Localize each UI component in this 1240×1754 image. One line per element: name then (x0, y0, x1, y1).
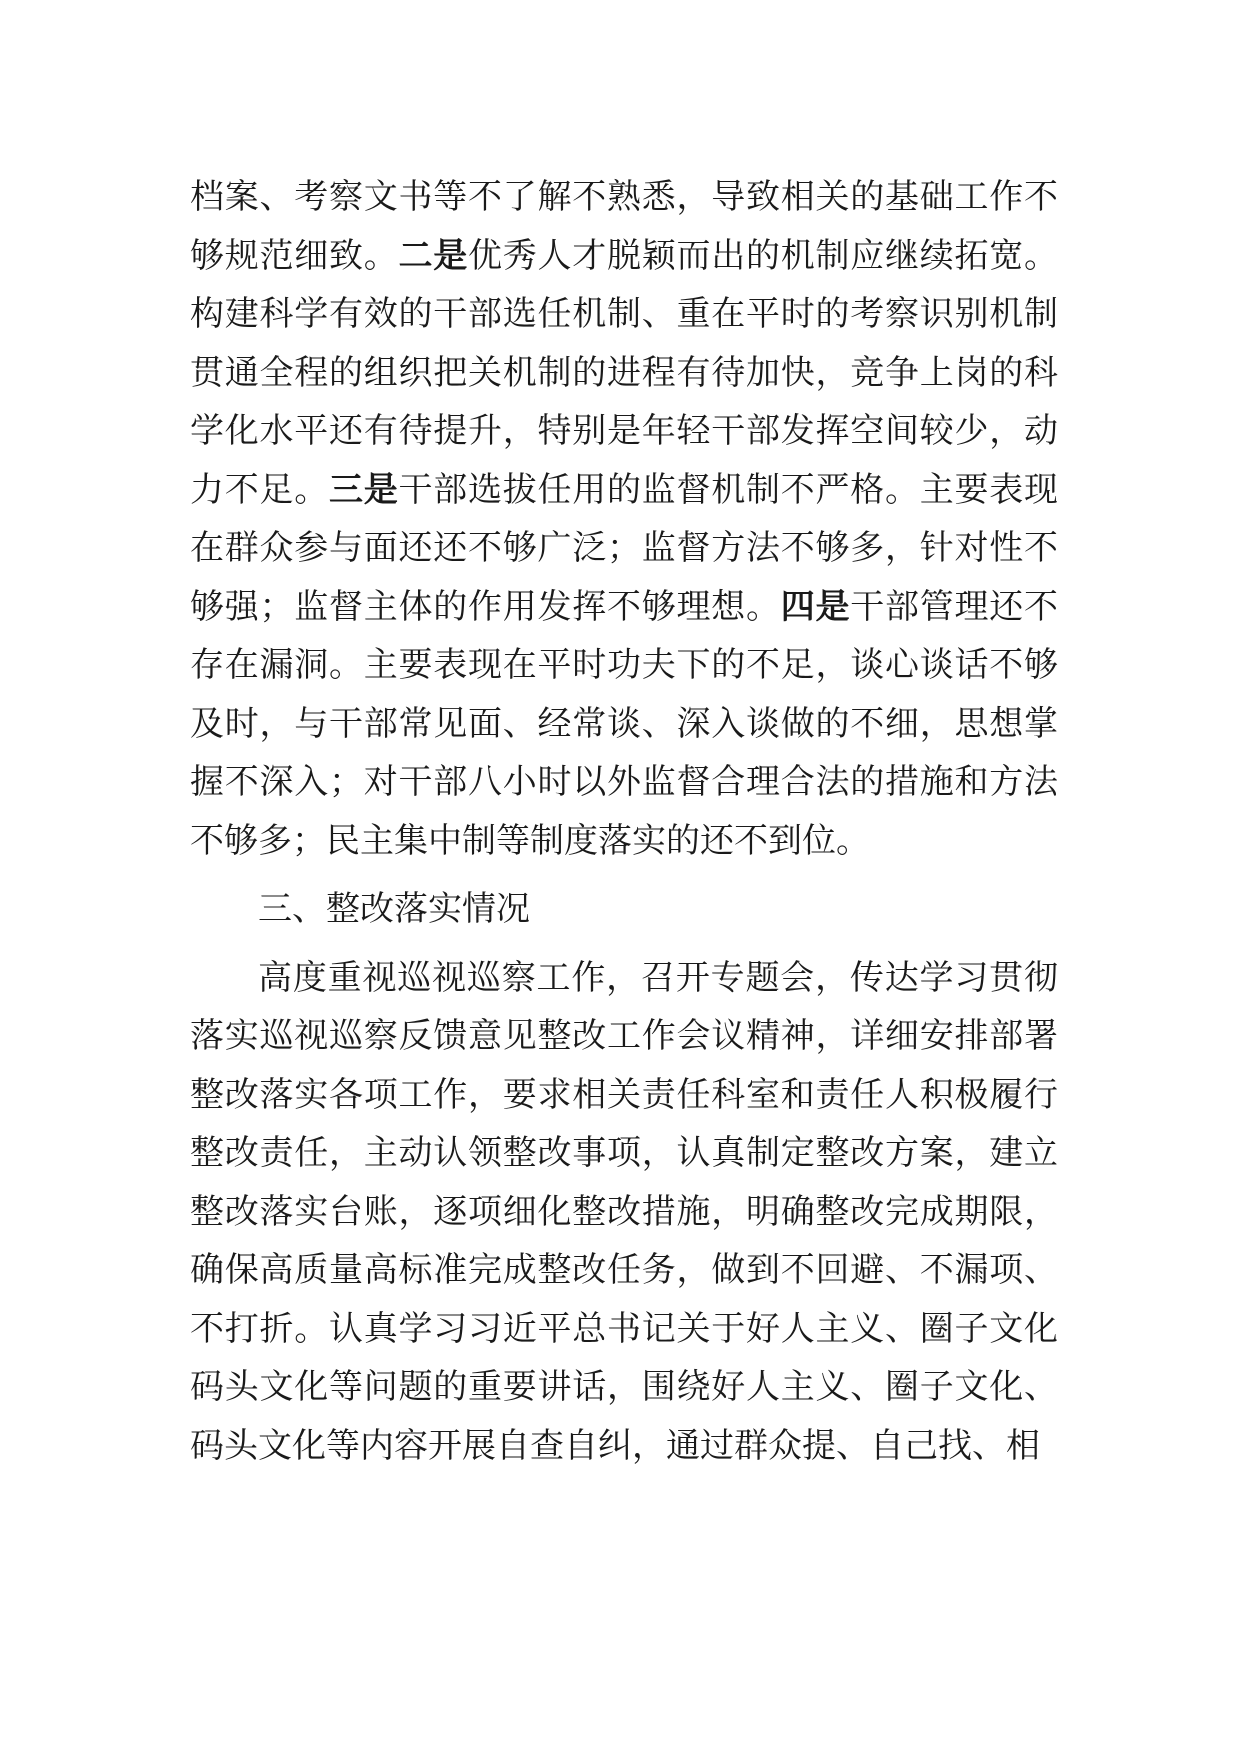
paragraph-rectification: 高度重视巡视巡察工作，召开专题会，传达学习贯彻落实巡视巡察反馈意见整改工作会议精神，详细安排部署整改落实各项工作，要求相关责任科室和责任人积极履行整改责任，主动认领整改事项，认真制定整改方案，建立整改落实台账，逐项细化整改措施，明确整改完成期限，确保高质量高标准完成整改任务，做到不回避、不漏项、不打折。认真学习习近平总书记关于好人主义、圈子文化码头文化等问题的重要讲话，围绕好人主义、圈子文化、码头文化等内容开展自查自纠，通过群众提、自己找、相 (190, 957, 1058, 1466)
paragraph-text: 优秀人才脱颖而出的机制应继续拓宽。构建科学有效的干部选任机制、重在平时的考察识别机制贯通全程的组织把关机制的进程有待加快，竞争上岗的科学化水平还有待提升，特别是年轻干部发挥空间较少，动力不足。 (190, 235, 1058, 510)
document-page (190, 168, 1058, 1475)
point-marker-three: 三是 (329, 469, 399, 510)
paragraph-problems (190, 168, 1058, 870)
point-marker-two: 二是 (398, 235, 468, 276)
paragraph-text: 档案、考察文书等不了解不熟悉，导致相关的基础工作不够规范细致。 (190, 177, 1058, 276)
paragraph-text: 干部选拔任用的监督机制不严格。主要表现在群众参与面还还不够广泛；监督方法不够多，针对性不够强；监督主体的作用发挥不够理想。 (190, 469, 1058, 627)
paragraph-text: 干部管理还不存在漏洞。主要表现在平时功夫下的不足，谈心谈话不够及时，与干部常见面、经常谈、深入谈做的不细，思想掌握不深入；对干部八小时以外监督合理合法的措施和方法不够多；民主集中制等制度落实的还不到位。 (190, 586, 1058, 861)
point-marker-four: 四是 (780, 586, 851, 627)
section-heading: 三、整改落实情况 (258, 889, 530, 929)
